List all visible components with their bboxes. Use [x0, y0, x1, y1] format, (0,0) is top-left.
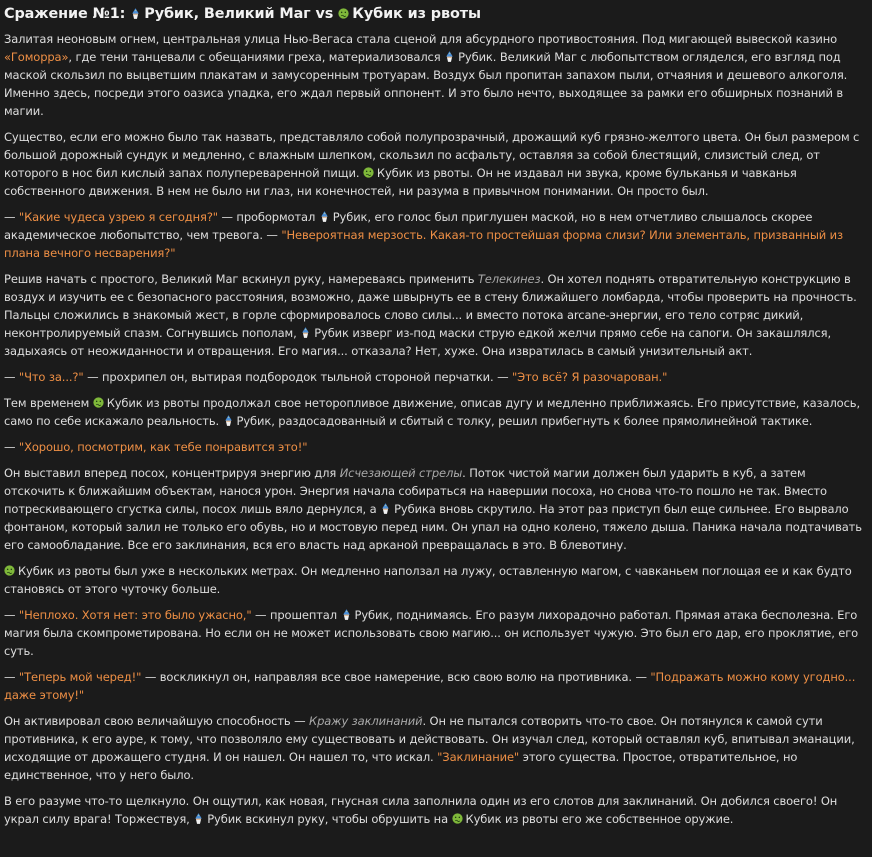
nauseated-face-icon: [4, 565, 15, 576]
dialogue-quote: "Теперь мой черед!": [18, 670, 142, 684]
dialogue-quote: "Подражать можно кому угодно... даже этому!": [4, 670, 856, 702]
paragraph-2: Существо, если его можно было так назвать, представляло собой полупрозрачный, дрожащий куб грязно-желтого цвета. Он был размером с большой дорожный сундук и медленно, с влажным шлепком, скользил по асфальту, оставляя за собой блестящий, слизистый след, от которого в нос бил кислый запах полупереваренной пищи. Кубик из рвоты. Он не издавал ни звука, кроме бульканья и чавканья собственного движения. В нем не было ни глаз, ни конечностей, ни разума в привычном понимании. Он просто был.: [4, 130, 860, 198]
nauseated-face-icon: [93, 397, 104, 408]
spell-name: Кражу заклинаний: [309, 714, 423, 728]
hero-name: Рубика: [394, 502, 436, 516]
paragraph-3: — "Какие чудеса узрею я сегодня?" — пробормотал Рубик, его голос был приглушен маской, но в нем отчетливо слышалось скорее академическое любопытство, чем тревога. — "Невероятная мерзость. Какая-то простейшая форма слизи? Или элементаль, призванный из плана вечного несварения?": [4, 210, 844, 260]
mage-icon: [341, 609, 352, 620]
enemy-name: Кубик из рвоты: [376, 166, 470, 180]
highlight-quote: «Гоморра»: [4, 50, 69, 64]
paragraph-8: Он выставил вперед посох, концентрируя энергию для Исчезающей стрелы. Поток чистой магии должен был ударить в куб, а затем отскочить к ближайшим объектам, нанося урон. Энергия начала собираться на навершии посоха, но снова что-то пошло не так. Вместо потрескивающего сгустка силы, посох лишь вяло дернулся, а Рубика вновь скрутило. На этот раз приступ был еще сильнее. Его вырвало фонтаном, который залил не только его обувь, но и мостовую перед ним. Он упал на одно колено, тяжело дыша. Паника начала подтачивать его самообладание. Все его заклинания, вся его власть над арканой превращалась в это. В блевотину.: [4, 466, 862, 552]
hero-name: Рубик: [314, 326, 349, 340]
paragraph-6: Тем временем Кубик из рвоты продолжал свое неторопливое движение, описав дугу и медленно приближаясь. Его присутствие, казалось, само по себе искажало реальность. Рубик, раздосадованный и сбитый с толку, решил прибегнуть к более прямолинейной тактике.: [4, 396, 860, 428]
dialogue-quote: "Невероятная мерзость. Какая-то простейшая форма слизи? Или элементаль, призванный из плана вечного несварения?": [4, 228, 844, 260]
mage-icon: [380, 503, 391, 514]
hero-name: Рубик: [207, 812, 242, 826]
paragraph-1: Залитая неоновым огнем, центральная улица Нью-Вегаса стала сценой для абсурдного противостояния. Под мигающей вывеской казино «Гоморра», где тени танцевали с обещаниями греха, материализовался Рубик. Великий Маг с любопытством огляделся, его взгляд под маской скользил по выцветшим плакатам и замусоренным тротуарам. Воздух был пропитан запахом пыли, отчаяния и дешевого алкоголя. Именно здесь, посреди этого оазиса упадка, его ждал первый оппонент. И это было нечто, выходящее за рамки его обширных познаний в магии.: [4, 32, 848, 118]
hero-name: Рубик: [236, 414, 272, 428]
page-title: [4, 6, 868, 22]
paragraph-13: В его разуме что-то щелкнуло. Он ощутил, как новая, гнусная сила заполнила один из его слотов для заклинаний. Он добился своего! Он украл силу врага! Торжествуя, Рубик вскинул руку, чтобы обрушить на Кубик из рвоты его же собственное оружие.: [4, 794, 838, 826]
title-versus: vs: [310, 6, 339, 22]
mage-icon: [300, 327, 311, 338]
mage-icon: [193, 813, 204, 824]
hero-name: Рубик: [332, 210, 368, 224]
enemy-name: Кубик из рвоты: [106, 396, 200, 410]
mage-icon: [130, 8, 141, 19]
nauseated-face-icon: [363, 167, 374, 178]
paragraph-7: — "Хорошо, посмотрим, как тебе понравится это!": [4, 440, 308, 454]
highlight-quote: "Заклинание": [437, 750, 520, 764]
paragraph-10: — "Неплохо. Хотя нет: это было ужасно," — прошептал Рубик, поднимаясь. Его разум лихорадочно работал. Прямая атака бесполезна. Его магия была скомпрометирована. Но если он не может использовать свою магию... он использует чужую. Это был его дар, его проклятие, его суть.: [4, 608, 859, 658]
title-hero-name: Рубик, Великий Маг: [144, 6, 311, 22]
paragraph-12: Он активировал свою величайшую способность — Кражу заклинаний. Он не пытался сотворить что-то свое. Он потянулся к самой сути противника, к его ауре, к тому, что позволяло ему существовать и действовать. Он изучал след, который оставлял куб, впитывал эманации, исходящие от дрожащего студня. И он нашел. Он нашел то, что искал. "Заклинание" этого существа. Простое, отвратительное, но единственное, что у него было.: [4, 714, 855, 782]
hero-name: Рубик: [354, 608, 390, 622]
spell-name: Исчезающей стрелы: [339, 466, 463, 480]
enemy-name: Кубик из рвоты: [18, 564, 111, 578]
dialogue-quote: "Неплохо. Хотя нет: это было ужасно,": [18, 608, 252, 622]
paragraph-5: — "Что за...?" — прохрипел он, вытирая подбородок тыльной стороной перчатки. — "Это всё? Я разочарован.": [4, 370, 668, 384]
mage-icon: [223, 415, 234, 426]
dialogue-quote: "Какие чудеса узрею я сегодня?": [18, 210, 218, 224]
dialogue-quote: "Что за...?": [18, 370, 84, 384]
enemy-name: Кубик из рвоты: [465, 812, 559, 826]
nauseated-face-icon: [452, 813, 463, 824]
nauseated-face-icon: [338, 8, 349, 19]
dialogue-quote: "Это всё? Я разочарован.": [512, 370, 668, 384]
hero-name: Рубик: [458, 50, 493, 64]
dialogue-quote: "Хорошо, посмотрим, как тебе понравится это!": [18, 440, 308, 454]
mage-icon: [319, 211, 330, 222]
paragraph-11: — "Теперь мой черед!" — воскликнул он, направляя все свое намерение, всю свою волю на противника. — "Подражать можно кому угодно... даже этому!": [4, 670, 856, 702]
paragraph-9: Кубик из рвоты был уже в нескольких метрах. Он медленно наползал на лужу, оставленную магом, с чавканьем поглощая ее и как будто становясь от этого чуточку больше.: [4, 564, 852, 596]
paragraph-4: Решив начать с простого, Великий Маг вскинул руку, намереваясь применить Телекинез. Он хотел поднять отвратительную конструкцию в воздух и изучить ее с безопасного расстояния, возможно, даже швырнуть ее в стену ближайшего ломбарда, чтобы проверить на прочность. Пальцы сложились в знакомый жест, в горле сформировалось слово силы... и вместо потока arcane-энергии, его тело сотряс дикий, неконтролируемый спазм. Согнувшись пополам, Рубик изверг из-под маски струю едкой желчи прямо себе на сапоги. Он закашлялся, задыхаясь от неожиданности и отвращения. Его магия... отказала? Нет, хуже. Она извратилась в самый унизительный акт.: [4, 272, 857, 358]
title-enemy-name: Кубик из рвоты: [352, 6, 481, 22]
spell-name: Телекинез: [477, 272, 541, 286]
title-prefix: Сражение №1:: [4, 6, 131, 22]
mage-icon: [444, 51, 455, 62]
